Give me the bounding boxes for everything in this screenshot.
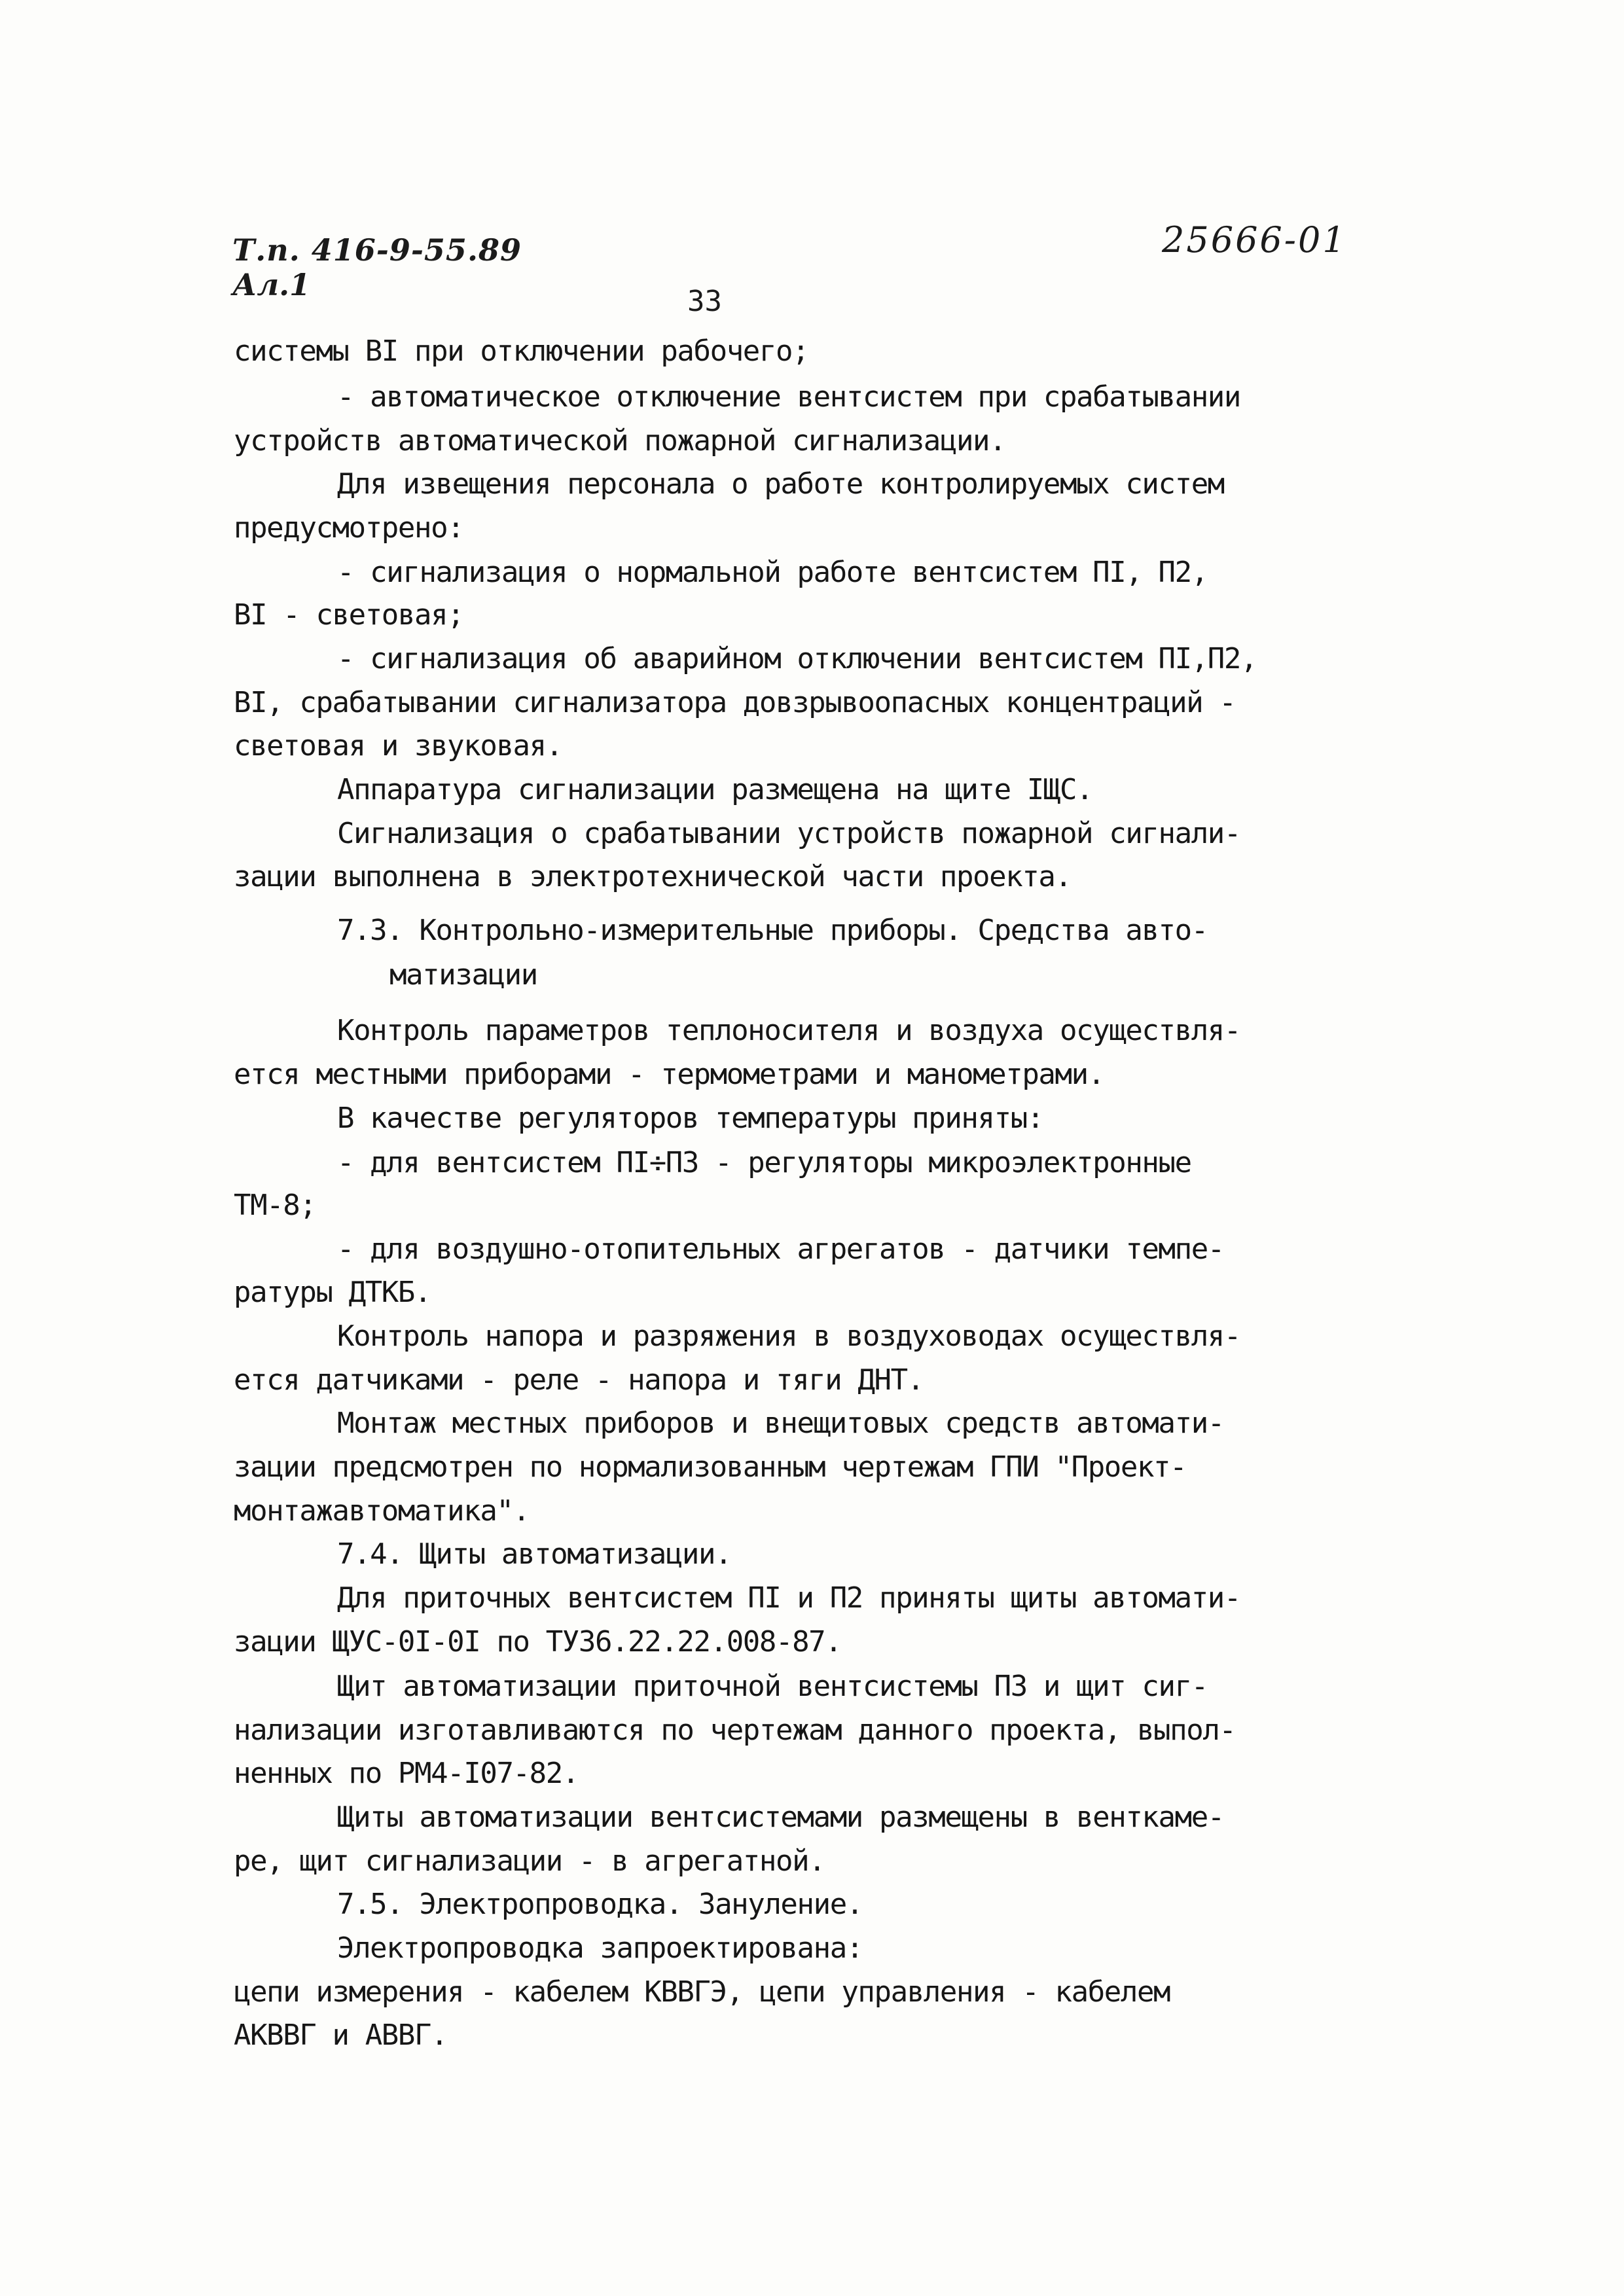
text-line: зации предсмотрен по нормализованным чертежам ГПИ "Проект- [234, 1450, 1187, 1484]
section-heading-7-3: 7.3. Контрольно-измерительные приборы. Средства авто- [337, 914, 1208, 947]
text-line: ется датчиками - реле - напора и тяги ДНТ. [234, 1363, 924, 1397]
text-line: Контроль напора и разряжения в воздуховодах осуществля- [337, 1319, 1240, 1353]
text-line: Монтаж местных приборов и внещитовых средств автомати- [337, 1407, 1224, 1440]
text-line: системы ВI при отключении рабочего; [234, 334, 809, 368]
text-line: Щиты автоматизации вентсистемами размещены в венткаме- [337, 1801, 1224, 1834]
text-line: - для вентсистем ПI÷П3 - регуляторы микроэлектронные [337, 1146, 1191, 1179]
album-label: Ал.1 [232, 267, 311, 302]
page-number: 33 [687, 285, 722, 318]
text-line: - для воздушно-отопительных агрегатов - датчики темпе- [337, 1232, 1224, 1266]
text-line: ратуры ДТКБ. [234, 1276, 431, 1309]
text-line: Для приточных вентсистем ПI и П2 приняты щиты автомати- [337, 1581, 1240, 1615]
text-line: ненных по РМ4-I07-82. [234, 1757, 579, 1790]
project-code: Т.п. 416-9-55.89 [232, 232, 522, 268]
text-line: Щит автоматизации приточной вентсистемы П3 и щит сиг- [337, 1670, 1208, 1703]
text-line: зации выполнена в электротехнической части проекта. [234, 860, 1072, 893]
document-number: 25666-01 [1162, 219, 1347, 260]
text-line: - автоматическое отключение вентсистем при срабатывании [337, 380, 1240, 414]
text-line: ТМ-8; [234, 1189, 316, 1222]
section-heading-7-5: 7.5. Электропроводка. Зануление. [337, 1888, 863, 1921]
text-line: - сигнализация о нормальной работе вентсистем ПI, П2, [337, 556, 1208, 589]
text-line: ре, щит сигнализации - в агрегатной. [234, 1844, 825, 1878]
text-line: зации ЩУС-0I-0I по ТУ36.22.22.008-87. [234, 1625, 842, 1659]
text-line: Сигнализация о срабатывании устройств пожарной сигнали- [337, 817, 1240, 850]
section-heading-7-4: 7.4. Щиты автоматизации. [337, 1537, 732, 1571]
text-line: световая и звуковая. [234, 729, 562, 762]
text-line: цепи измерения - кабелем КВВГЭ, цепи управления - кабелем [234, 1975, 1170, 2009]
text-line: устройств автоматической пожарной сигнализации. [234, 424, 1006, 457]
text-line: нализации изготавливаются по чертежам данного проекта, выпол- [234, 1713, 1236, 1747]
text-line: Электропроводка запроектирована: [337, 1931, 863, 1965]
section-heading-7-3-cont: матизации [389, 958, 537, 992]
text-line: предусмотрено: [234, 511, 464, 545]
text-line: ется местными приборами - термометрами и манометрами. [234, 1058, 1104, 1091]
text-line: ВI, срабатывании сигнализатора довзрывоопасных концентраций - [234, 686, 1236, 719]
text-line: В качестве регуляторов температуры приняты: [337, 1102, 1043, 1135]
text-line: ВI - световая; [234, 598, 464, 632]
text-line: Контроль параметров теплоносителя и воздуха осуществля- [337, 1014, 1240, 1047]
text-line: монтажавтоматика". [234, 1494, 530, 1528]
text-line: - сигнализация об аварийном отключении вентсистем ПI,П2, [337, 642, 1257, 675]
text-line: Аппаратура сигнализации размещена на щите IЩС. [337, 773, 1093, 806]
text-line: АКВВГ и АВВГ. [234, 2018, 448, 2052]
text-line: Для извещения персонала о работе контролируемых систем [337, 467, 1224, 501]
